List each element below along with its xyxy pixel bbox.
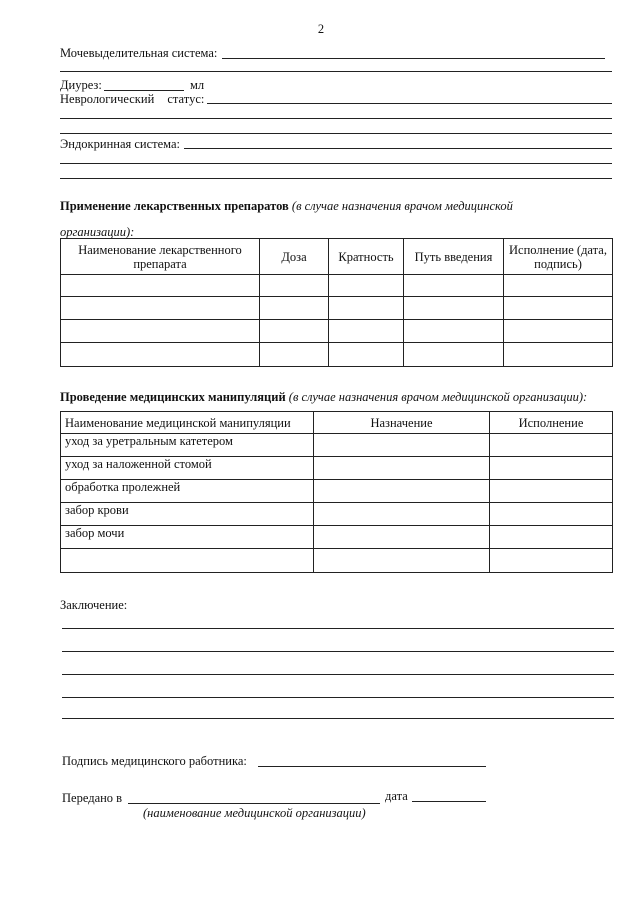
diuresis-unit: мл — [190, 78, 205, 92]
table-cell[interactable] — [314, 434, 490, 457]
urinary-system-line-2[interactable] — [60, 71, 612, 72]
table-cell[interactable] — [61, 320, 260, 343]
procedure-name: забор мочи — [61, 526, 314, 549]
medications-col-route: Путь введения — [404, 239, 504, 275]
table-row — [61, 526, 613, 549]
neuro-status-line-2[interactable] — [60, 118, 612, 119]
table-row — [61, 434, 613, 457]
table-cell[interactable] — [61, 343, 260, 367]
medications-col-dose: Доза — [260, 239, 329, 275]
table-row — [61, 457, 613, 480]
table-cell[interactable] — [329, 297, 404, 320]
table-cell[interactable] — [329, 275, 404, 297]
table-cell[interactable] — [260, 320, 329, 343]
table-cell[interactable] — [314, 457, 490, 480]
procedures-col-prescription: Назначение — [314, 412, 490, 434]
medications-heading-title: Применение лекарственных препаратов — [60, 199, 289, 213]
neuro-status-field[interactable] — [207, 103, 612, 104]
neuro-status-label: Неврологический статус: — [60, 92, 205, 106]
table-cell[interactable] — [490, 457, 613, 480]
conclusion-line-5[interactable] — [62, 718, 614, 719]
table-cell[interactable] — [260, 297, 329, 320]
table-cell[interactable] — [490, 434, 613, 457]
table-cell[interactable] — [504, 320, 613, 343]
table-cell[interactable] — [61, 297, 260, 320]
procedure-name: уход за наложенной стомой — [61, 457, 314, 480]
procedures-heading-title: Проведение медицинских манипуляций — [60, 390, 286, 404]
procedure-name: обработка пролежней — [61, 480, 314, 503]
table-cell[interactable] — [260, 275, 329, 297]
medications-heading-note: (в случае назначения врачом медицинской организации): — [60, 199, 513, 239]
table-row — [61, 480, 613, 503]
endocrine-system-label: Эндокринная система: — [60, 137, 181, 151]
conclusion-line-4[interactable] — [62, 697, 614, 698]
page-number: 2 — [317, 22, 325, 36]
table-cell[interactable] — [490, 503, 613, 526]
transfer-organization-field[interactable] — [128, 803, 380, 804]
transfer-label: Передано в — [62, 791, 123, 805]
medications-col-execution: Исполнение (дата, подпись) — [504, 239, 613, 275]
diuresis-label: Диурез: — [60, 78, 102, 92]
table-row — [61, 343, 613, 367]
endocrine-system-field[interactable] — [184, 148, 612, 149]
table-cell[interactable] — [504, 275, 613, 297]
table-row — [61, 320, 613, 343]
transfer-date-label: дата — [385, 789, 408, 803]
table-cell[interactable] — [504, 297, 613, 320]
endocrine-system-line-2[interactable] — [60, 163, 612, 164]
urinary-system-field[interactable] — [222, 58, 605, 59]
table-row — [61, 549, 613, 573]
procedures-table — [60, 411, 613, 573]
conclusion-line-3[interactable] — [62, 674, 614, 675]
table-cell[interactable] — [404, 343, 504, 367]
table-cell[interactable] — [314, 503, 490, 526]
transfer-date-field[interactable] — [412, 801, 486, 802]
procedures-heading — [60, 390, 587, 405]
procedures-col-execution: Исполнение — [490, 412, 613, 434]
neuro-status-line-3[interactable] — [60, 133, 612, 134]
table-cell[interactable] — [404, 297, 504, 320]
conclusion-label: Заключение: — [60, 598, 128, 612]
table-row — [61, 275, 613, 297]
procedures-heading-note: (в случае назначения врачом медицинской организации): — [288, 390, 588, 404]
medications-table — [60, 238, 613, 367]
table-cell[interactable] — [314, 526, 490, 549]
procedure-name: забор крови — [61, 503, 314, 526]
procedure-name: уход за уретральным катетером — [61, 434, 314, 457]
table-cell[interactable] — [490, 549, 613, 573]
procedures-col-name: Наименование медицинской манипуляции — [61, 412, 314, 434]
endocrine-system-line-3[interactable] — [60, 178, 612, 179]
medications-col-frequency: Кратность — [329, 239, 404, 275]
table-cell[interactable] — [404, 320, 504, 343]
transfer-caption: (наименование медицинской организации) — [143, 806, 366, 820]
table-cell[interactable] — [314, 549, 490, 573]
signature-label: Подпись медицинского работника: — [62, 754, 247, 768]
urinary-system-label: Мочевыделительная система: — [60, 46, 218, 60]
conclusion-line-2[interactable] — [62, 651, 614, 652]
table-cell[interactable] — [260, 343, 329, 367]
table-cell[interactable] — [490, 526, 613, 549]
table-cell[interactable] — [404, 275, 504, 297]
diuresis-field[interactable] — [104, 90, 184, 91]
table-cell[interactable] — [329, 343, 404, 367]
table-row — [61, 297, 613, 320]
table-cell[interactable] — [314, 480, 490, 503]
table-cell[interactable] — [504, 343, 613, 367]
table-cell[interactable] — [329, 320, 404, 343]
table-cell[interactable] — [61, 549, 314, 573]
table-row — [61, 503, 613, 526]
conclusion-line-1[interactable] — [62, 628, 614, 629]
table-cell[interactable] — [490, 480, 613, 503]
signature-field[interactable] — [258, 766, 486, 767]
table-cell[interactable] — [61, 275, 260, 297]
medications-col-name: Наименование лекарственного препарата — [61, 239, 260, 275]
